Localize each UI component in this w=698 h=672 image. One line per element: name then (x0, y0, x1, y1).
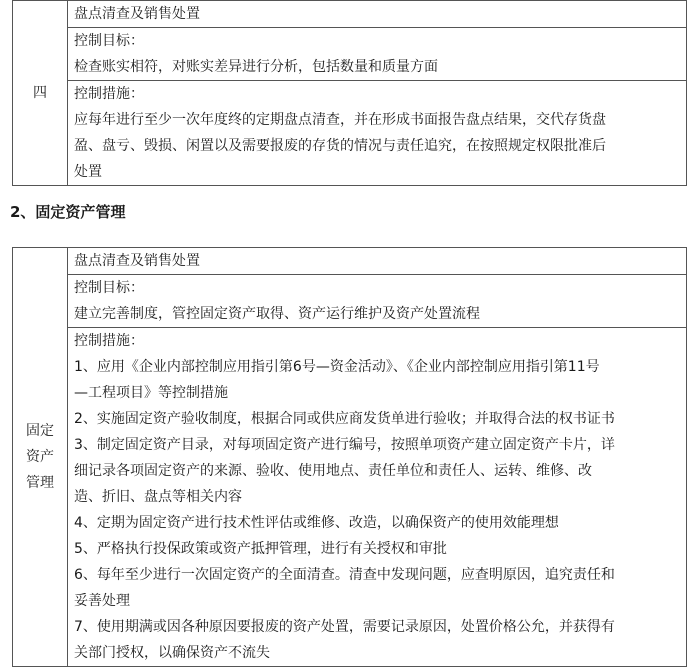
objective-text: 建立完善制度，管控固定资产取得、资产运行维护及资产处置流程 (74, 306, 480, 322)
measures-line: 5、严格执行投保政策或资产抵押管理，进行有关授权和审批 (74, 541, 447, 557)
row-label: 四 (33, 85, 47, 101)
inventory-control-table (12, 0, 687, 186)
measures-line: 3、制定固定资产目录，对每项固定资产进行编号，按照单项资产建立固定资产卡片，详 (74, 437, 615, 453)
row-label-line: 管理 (26, 475, 54, 491)
measures-line: 4、定期为固定资产进行技术性评估或维修、改造，以确保资产的使用效能理想 (74, 515, 559, 531)
row-label-cell (13, 248, 68, 667)
measures-line: 6、每年至少进行一次固定资产的全面清查。清查中发现问题，应查明原因，追究责任和 (74, 567, 615, 583)
row-label-line: 固定 (26, 423, 54, 439)
measures-line: 细记录各项固定资产的来源、验收、使用地点、责任单位和责任人、运转、维修、改 (74, 463, 592, 479)
row-title: 盘点清查及销售处置 (74, 253, 200, 269)
measures-line: 妥善处理 (74, 593, 130, 609)
measures-line: 盈、盘亏、毁损、闲置以及需要报废的存货的情况与责任追究，在按照规定权限批准后 (74, 138, 606, 154)
objective-heading: 控制目标： (74, 280, 144, 296)
measures-cell (68, 81, 687, 186)
objective-cell (68, 28, 687, 81)
row-title: 盘点清查及销售处置 (74, 6, 200, 22)
objective-heading: 控制目标： (74, 33, 144, 49)
fixed-asset-control-table (12, 247, 687, 667)
measures-line: 处置 (74, 164, 102, 180)
row-label-cell (13, 1, 68, 186)
measures-line: 2、实施固定资产验收制度，根据合同或供应商发货单进行验收；并取得合法的权书证书 (74, 411, 615, 427)
measures-line: 7、使用期满或因各种原因要报废的资产处置，需要记录原因，处置价格公允，并获得有 (74, 619, 615, 635)
row-title-cell (68, 1, 687, 28)
row-title-cell (68, 248, 687, 275)
measures-heading: 控制措施： (74, 86, 144, 102)
measures-line: 关部门授权，以确保资产不流失 (74, 645, 270, 661)
measures-heading: 控制措施： (74, 333, 144, 349)
measures-line: —工程项目》等控制措施 (74, 385, 228, 401)
measures-line: 应每年进行至少一次年度终的定期盘点清查，并在形成书面报告盘点结果，交代存货盘 (74, 112, 606, 128)
measures-cell (68, 328, 687, 667)
objective-text: 检查账实相符，对账实差异进行分析，包括数量和质量方面 (74, 59, 438, 75)
measures-line: 1、应用《企业内部控制应用指引第6号—资金活动》、《企业内部控制应用指引第11号 (74, 359, 600, 375)
row-label-line: 资产 (26, 449, 54, 465)
measures-line: 造、折旧、盘点等相关内容 (74, 489, 242, 505)
section-heading: 2、固定资产管理 (10, 203, 126, 221)
objective-cell (68, 275, 687, 328)
